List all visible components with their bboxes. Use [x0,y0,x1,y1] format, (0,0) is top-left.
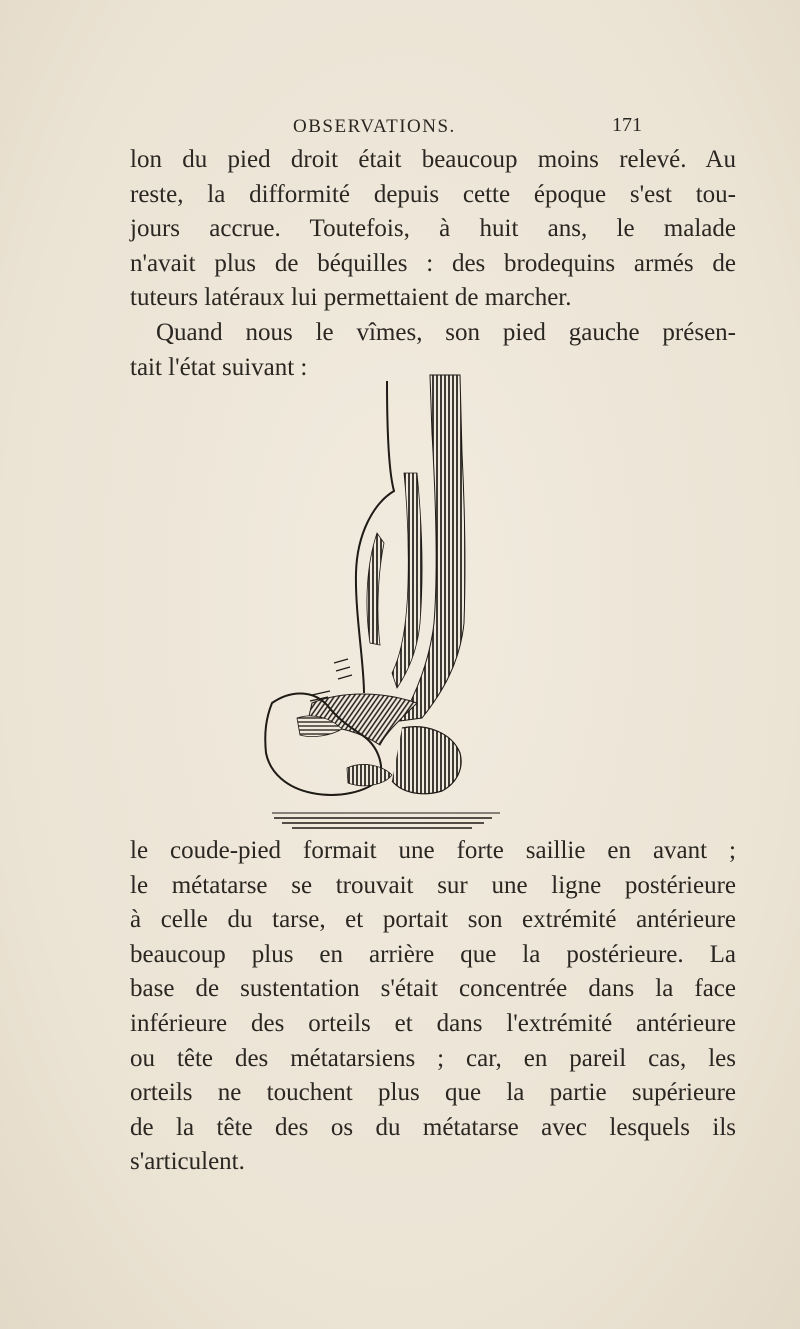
running-head [0,116,800,146]
text-line: à celle du tarse, et portait son extrémité antérieure [130,906,736,934]
foot-engraving-figure [252,373,522,835]
text-line: base de sustentation s'était concentrée dans la face [130,975,736,1003]
text-line: n'avait plus de béquilles : des brodequins armés de [130,249,736,277]
paragraph-top [130,143,736,385]
text-line: jours accrue. Toutefois, à huit ans, le malade [130,215,736,243]
text-line: le métatarse se trouvait sur une ligne postérieure [130,871,736,899]
text-line: de la tête des os du métatarse avec lesquels ils [130,1113,736,1141]
text-line: tuteurs latéraux lui permettaient de marcher. [130,284,572,312]
running-title: OBSERVATIONS. [293,116,456,137]
text-line: tait l'état suivant : [130,353,308,381]
text-line: le coude-pied formait une forte saillie en avant ; [130,837,736,864]
foot-engraving-illustration [252,373,522,835]
text-line: reste, la difformité depuis cette époque s'est tou- [130,180,736,208]
text-line: beaucoup plus en arrière que la postérieure. La [130,940,736,968]
paragraph-bottom [130,834,736,1180]
text-line: lon du pied droit était beaucoup moins relevé. Au [130,146,736,173]
text-line: inférieure des orteils et dans l'extrémité antérieure [130,1009,736,1037]
text-line: Quand nous le vîmes, son pied gauche présen- [156,318,736,346]
text-line: s'articulent. [130,1148,245,1176]
page-number: 171 [612,114,642,136]
text-line: ou tête des métatarsiens ; car, en pareil cas, les [130,1044,736,1072]
text-line: orteils ne touchent plus que la partie supérieure [130,1079,736,1107]
